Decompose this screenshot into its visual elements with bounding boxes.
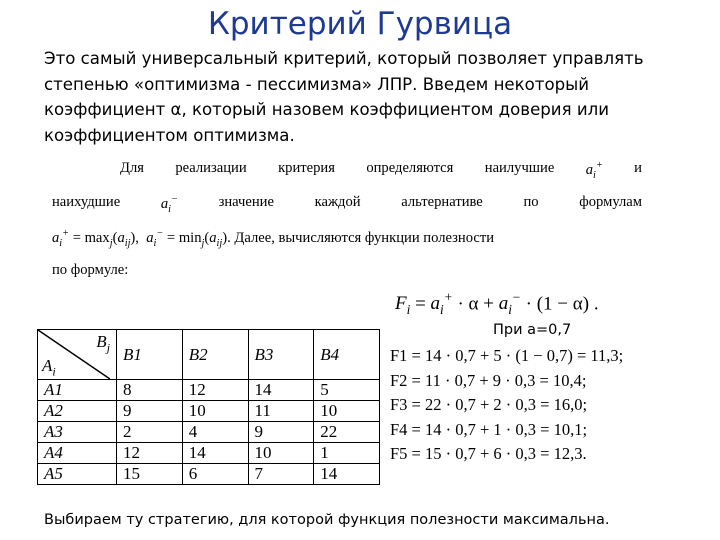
table-cell: 22 [314,422,380,443]
table-row [38,401,380,422]
result-line: F2 = 11 · 0,7 + 9 · 0,3 = 10,4; [390,370,587,390]
table-cell: 14 [314,464,380,485]
table-cell: 10 [248,443,314,464]
row-label: A2 [38,401,117,422]
table-cell: 4 [182,422,248,443]
table-cell: 14 [248,380,314,401]
page-title: Критерий Гурвица [207,6,513,42]
formula-factor: (1 − α) [536,293,590,315]
row-label: A5 [38,464,117,485]
table-cell: 8 [117,380,183,401]
scan-line-4: по формуле: [52,262,129,278]
scan-word: определяются [366,160,454,176]
corner-col-label: $B_j$ [96,332,110,355]
scan-word: критерия [278,160,335,176]
max-formula: $a_i^+ = \max_j(a_{ij})$, $a_i^- = \min_j(a_{ij})$ [52,228,228,249]
table-cell: 5 [314,380,380,401]
table-cell: 7 [248,464,314,485]
table-cell: 9 [248,422,314,443]
table-row [38,422,380,443]
scan-word: формулам [579,194,642,210]
symbol-a-plus: $a_i^+$ [585,160,603,181]
table-row [38,464,380,485]
hurwicz-formula: $F_i = a_i^+ \cdot \alpha + a_i^- \cdot (1 - \alpha)$ . [395,290,599,318]
scan-word: реализации [175,160,247,176]
table-cell: 15 [117,464,183,485]
column-header: B1 [117,330,183,380]
payoff-table [37,329,380,485]
results-list [390,346,623,469]
table-cell: 10 [182,401,248,422]
table-cell: 2 [117,422,183,443]
table-corner-cell [38,330,117,380]
scan-line-3 [52,228,642,249]
row-label: A1 [38,380,117,401]
scan-tail: . Далее, вычисляются функции полезности [227,229,495,246]
scan-word: значение [218,194,274,210]
conclusion-text: Выбираем ту стратегию, для которой функция полезности максимальна. [44,512,610,528]
row-label: A3 [38,422,117,443]
scan-word: альтернативе [401,194,483,210]
table-cell: 12 [182,380,248,401]
column-header: B4 [314,330,380,380]
scan-word: Для [120,160,144,176]
result-line: F3 = 22 · 0,7 + 2 · 0,3 = 16,0; [390,395,588,414]
table-cell: 9 [117,401,183,422]
table-row [38,443,380,464]
table-row [38,380,380,401]
scan-word: по [523,194,539,210]
table-header-row [38,330,380,380]
table-cell: 6 [182,464,248,485]
min-word: min [178,229,202,246]
column-header: B3 [248,330,314,380]
table-cell: 14 [182,443,248,464]
result-line: F5 = 15 · 0,7 + 6 · 0,3 = 12,3. [390,444,587,463]
result-line: F1 = 14 · 0,7 + 5 · (1 − 0,7) = 11,3; [390,346,624,365]
row-label: A4 [38,443,117,464]
max-word: max [84,229,110,246]
scan-word: наилучшие [484,160,555,176]
scan-line-1 [120,160,642,181]
table-cell: 11 [248,401,314,422]
column-header: B2 [182,330,248,380]
table-cell: 1 [314,443,380,464]
alpha-note: При а=0,7 [493,322,572,338]
scan-word: наихудшие [52,194,121,210]
scan-word: каждой [314,194,361,210]
corner-row-label: $A_i$ [42,355,56,378]
scan-line-2 [52,194,642,215]
result-line: F4 = 14 · 0,7 + 1 · 0,3 = 10,1; [390,419,588,439]
table-cell: 10 [314,401,380,422]
scan-word: и [634,160,642,176]
table-cell: 12 [117,443,183,464]
intro-paragraph: Это самый универсальный критерий, который позволяет управлять степенью «оптимизма - пессимизма» ЛПР. Введем некоторый коэффициент α, который назовем коэффициентом доверия или коэффициентом оптимизма. [44,49,644,145]
symbol-a-minus: $a_i^-$ [160,194,178,215]
